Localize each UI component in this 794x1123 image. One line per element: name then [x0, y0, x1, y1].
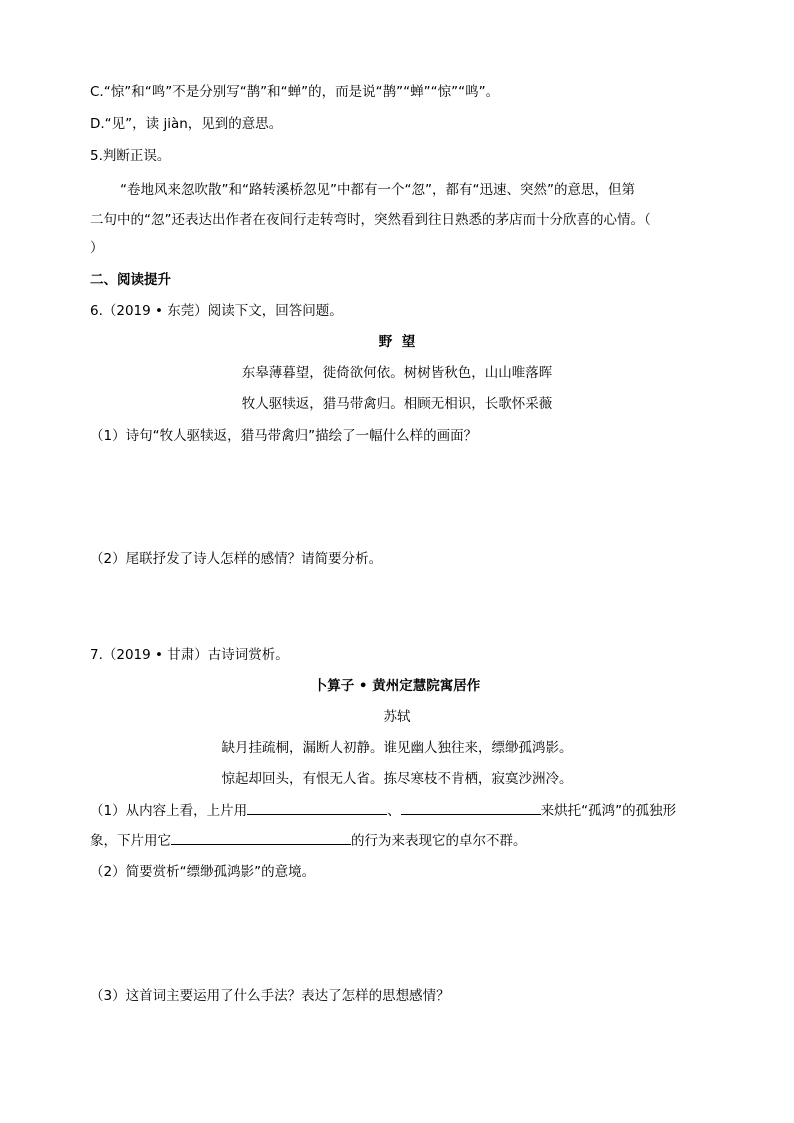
q6-poem-line2: 牧人驱犊返，猎马带禽归。相顾无相识，长歌怀采薇 [241, 396, 553, 412]
q7-sub1-line2 [90, 830, 527, 851]
answer-blank-3[interactable] [171, 830, 351, 845]
q6-poem-title: 野 望 [378, 334, 416, 350]
q5-statement-line1: “卷地风来忽吹散”和“路转溪桥忽见”中都有一个“忽”，都有“迅速、突然”的意思，但第 [120, 182, 635, 198]
q7-sub2: （2）简要赏析“缥缈孤鸿影”的意境。 [90, 864, 316, 880]
q7-sub3: （3）这首词主要运用了什么手法？表达了怎样的思想感情？ [90, 988, 450, 1004]
q4-option-d: D.“见”，读 jiàn，见到的意思。 [90, 116, 283, 132]
q7-sub1-line2-suffix: 的行为来表现它的卓尔不群。 [351, 833, 527, 849]
q7-heading: 7.（2019 • 甘肃）古诗词赏析。 [90, 647, 289, 663]
answer-blank-2[interactable] [401, 800, 541, 815]
q5-statement-line2: 二句中的“忽”还表达出作者在夜间行走转弯时，突然看到往日熟悉的茅店而十分欣喜的心情。（ [90, 212, 651, 228]
q5-statement-line3: ） [90, 240, 104, 256]
q6-sub2: （2）尾联抒发了诗人怎样的感情？请简要分析。 [90, 551, 383, 567]
q7-poem-line1: 缺月挂疏桐，漏断人初静。谁见幽人独往来，缥缈孤鸿影。 [221, 740, 573, 756]
q7-poem-line2: 惊起却回头，有恨无人省。拣尽寒枝不肯栖，寂寞沙洲冷。 [221, 771, 573, 787]
answer-blank-1[interactable] [247, 800, 387, 815]
q7-sub1-line2-prefix: 象，下片用它 [90, 833, 171, 849]
q7-sub1-mid: 来烘托“孤鸿”的孤独形 [540, 803, 677, 819]
q7-sub1-prefix: （1）从内容上看，上片用 [90, 803, 248, 819]
section-two-title: 二、阅读提升 [90, 272, 171, 288]
q7-poem-title: 卜算子 • 黄州定慧院寓居作 [313, 678, 481, 694]
q7-sub1-separator: 、 [387, 803, 401, 819]
q7-sub1-line1 [90, 800, 676, 821]
q6-sub1: （1）诗句“牧人驱犊返，猎马带禽归”描绘了一幅什么样的画面？ [90, 428, 478, 444]
q7-author: 苏轼 [383, 709, 411, 725]
q6-heading: 6.（2019 • 东莞）阅读下文，回答问题。 [90, 303, 343, 319]
q4-option-c: C.“惊”和“鸣”不是分别写“鹊”和“蝉”的，而是说“鹊”“蝉”“惊”“鸣”。 [90, 84, 500, 100]
q6-poem-line1: 东皋薄暮望，徙倚欲何依。树树皆秋色，山山唯落晖 [241, 365, 553, 381]
q5-heading: 5.判断正误。 [90, 148, 171, 164]
